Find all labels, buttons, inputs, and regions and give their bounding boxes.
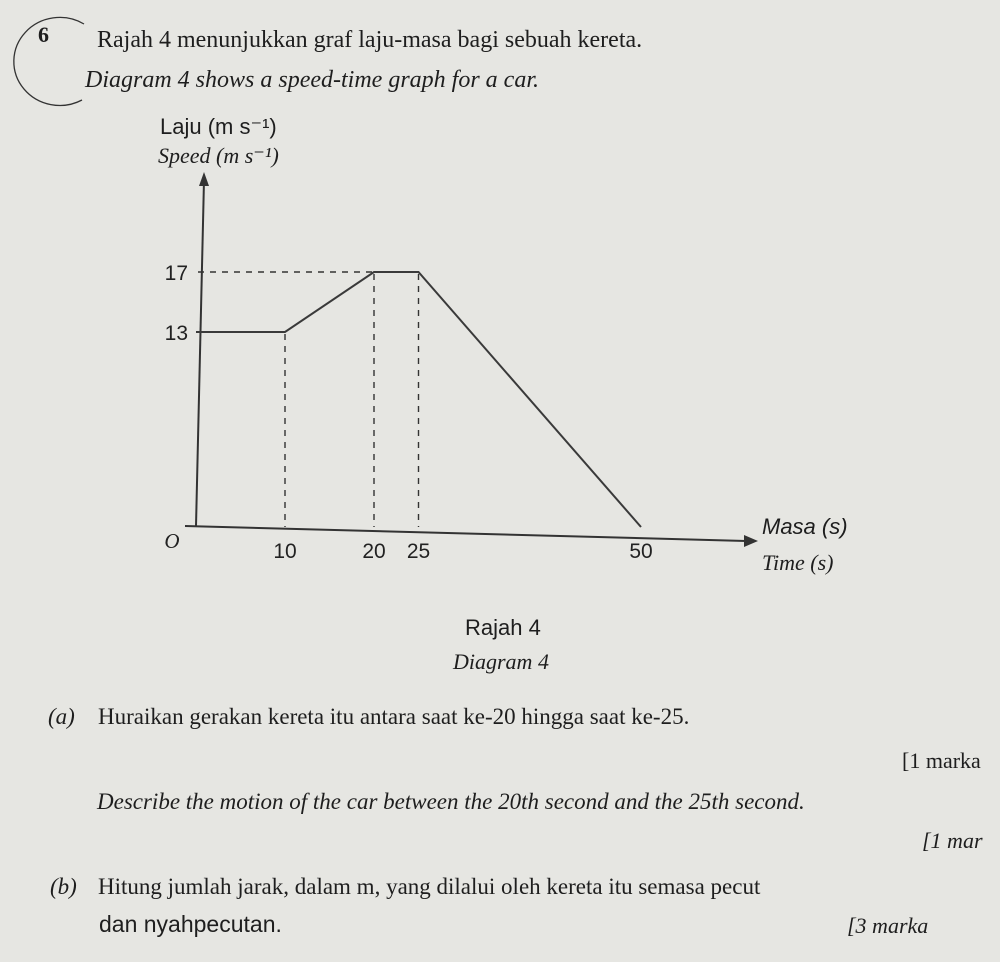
axes: [185, 172, 758, 547]
y-axis-label-english: Speed (m s⁻¹): [158, 143, 279, 168]
x-axis-arrow: [744, 535, 758, 547]
y-tick-17: 17: [164, 262, 188, 285]
x-axis: [185, 526, 746, 541]
origin-label: O: [164, 529, 180, 553]
tick-labels: [164, 262, 652, 563]
question-intro-english: Diagram 4 shows a speed-time graph for a car.: [85, 67, 539, 93]
part-a-marks-english: [1 mar: [922, 828, 983, 853]
y-tick-13: 13: [164, 322, 188, 345]
part-a-label: (a): [48, 704, 75, 729]
part-b-question-malay-line2: dan nyahpecutan.: [99, 911, 282, 937]
x-tick-20: 20: [362, 540, 386, 563]
x-axis-label-english: Time (s): [762, 550, 834, 575]
x-tick-25: 25: [406, 540, 431, 563]
y-axis: [196, 180, 204, 526]
question-number: 6: [38, 22, 49, 47]
part-b-label: (b): [50, 874, 77, 899]
part-b-marks: [3 marka: [847, 913, 929, 938]
diagram-caption-english: Diagram 4: [453, 649, 549, 674]
part-a-question-english: Describe the motion of the car between the 20th second and the 25th second.: [97, 789, 805, 814]
guide-lines: [198, 272, 419, 527]
y-axis-arrow: [199, 172, 209, 186]
diagram-caption-malay: Rajah 4: [465, 615, 541, 640]
part-a-marks-malay: [1 marka: [902, 748, 981, 773]
x-tick-10: 10: [273, 540, 297, 563]
y-axis-label-malay: Laju (m s⁻¹): [160, 114, 277, 139]
question-intro-malay: Rajah 4 menunjukkan graf laju-masa bagi sebuah kereta.: [97, 27, 643, 53]
x-tick-50: 50: [629, 540, 653, 563]
part-b-question-malay-line1: Hitung jumlah jarak, dalam m, yang dilalui oleh kereta itu semasa pecut: [98, 874, 761, 899]
x-axis-label-malay: Masa (s): [762, 514, 848, 539]
part-a-question-malay: Huraikan gerakan kereta itu antara saat ke-20 hingga saat ke-25.: [98, 704, 690, 729]
